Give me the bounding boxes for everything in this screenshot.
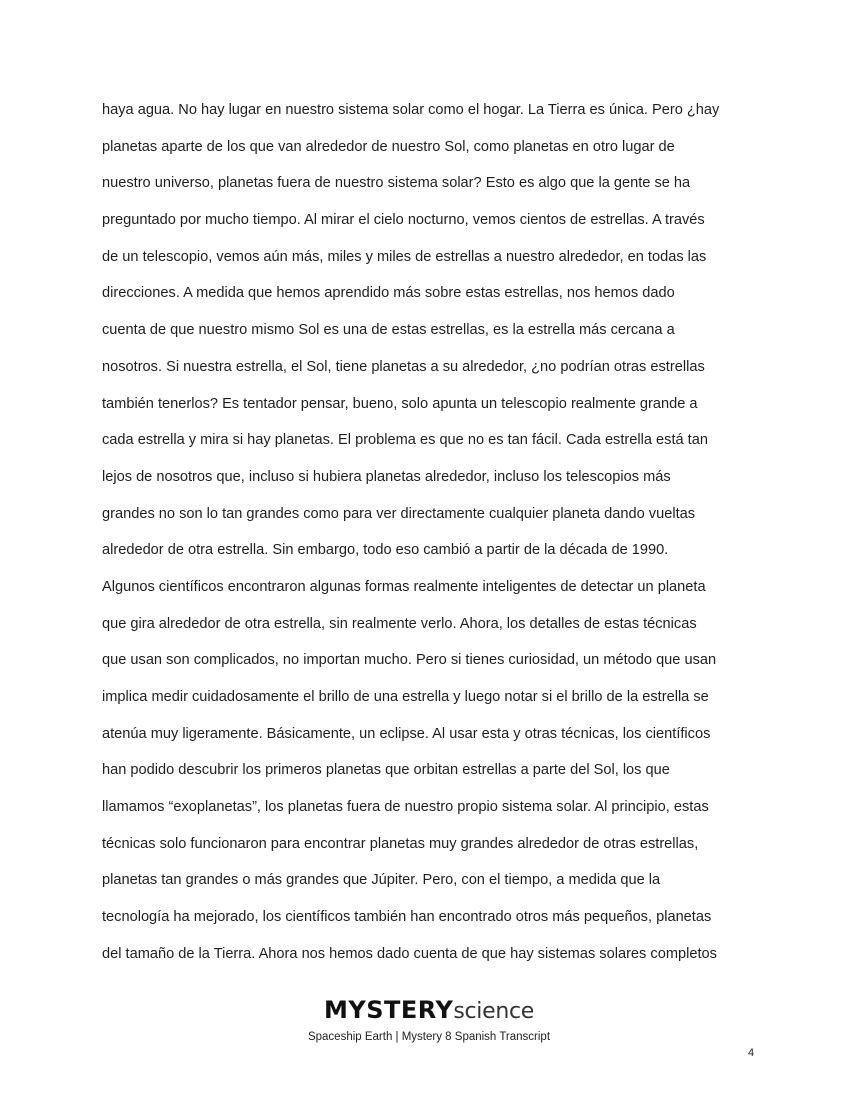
text-line: preguntado por mucho tiempo. Al mirar el cielo nocturno, vemos cientos de estrellas. A través	[102, 212, 705, 229]
text-line: técnicas solo funcionaron para encontrar planetas muy grandes alrededor de otras estrellas,	[102, 835, 699, 852]
text-line: del tamaño de la Tierra. Ahora nos hemos dado cuenta de que hay sistemas solares completos	[102, 945, 717, 962]
mystery-science-logo	[0, 994, 858, 1027]
text-line: grandes no son lo tan grandes como para ver directamente cualquier planeta dando vueltas	[102, 505, 696, 522]
text-line: que usan son complicados, no importan mucho. Pero si tienes curiosidad, un método que usan	[102, 652, 717, 669]
text-line: implica medir cuidadosamente el brillo de una estrella y luego notar si el brillo de la estrella se	[102, 689, 709, 705]
logo-wordmark-bold: MYSTERY	[323, 996, 454, 1024]
footer-caption: Spaceship Earth | Mystery 8 Spanish Transcript	[307, 1031, 551, 1043]
text-line: también tenerlos? Es tentador pensar, bueno, solo apunta un telescopio realmente grande a	[102, 395, 698, 412]
text-line: nuestro universo, planetas fuera de nuestro sistema solar? Esto es algo que la gente se ha	[102, 175, 691, 192]
text-line: de un telescopio, vemos aún más, miles y miles de estrellas a nuestro alrededor, en todas las	[102, 248, 707, 265]
page-number: 4	[748, 1047, 755, 1059]
text-line: direcciones. A medida que hemos aprendido más sobre estas estrellas, nos hemos dado	[102, 285, 675, 302]
text-line: nosotros. Si nuestra estrella, el Sol, tiene planetas a su alrededor, ¿no podrían otras estrellas	[102, 358, 705, 375]
text-line: cada estrella y mira si hay planetas. El problema es que no es tan fácil. Cada estrella está tan	[102, 432, 708, 449]
logo-wordmark-light: science	[453, 999, 535, 1024]
text-line: llamamos “exoplanetas”, los planetas fuera de nuestro propio sistema solar. Al principio, estas	[102, 799, 709, 816]
text-line: planetas aparte de los que van alrededor de nuestro Sol, como planetas en otro lugar de	[102, 138, 675, 155]
transcript-body	[102, 99, 782, 980]
text-line: que gira alrededor de otra estrella, sin realmente verlo. Ahora, los detalles de estas técnicas	[102, 615, 697, 632]
text-line: haya agua. No hay lugar en nuestro sistema solar como el hogar. La Tierra es única. Pero ¿hay	[102, 102, 720, 118]
text-line: lejos de nosotros que, incluso si hubiera planetas alrededor, incluso los telescopios más	[102, 468, 671, 485]
text-line: alrededor de otra estrella. Sin embargo, todo eso cambió a partir de la década de 1990.	[102, 542, 669, 559]
text-line: han podido descubrir los primeros planetas que orbitan estrellas a parte del Sol, los que	[102, 762, 670, 779]
text-line: planetas tan grandes o más grandes que Júpiter. Pero, con el tiempo, a medida que la	[102, 872, 661, 889]
text-line: cuenta de que nuestro mismo Sol es una de estas estrellas, es la estrella más cercana a	[102, 322, 675, 339]
text-line: tecnología ha mejorado, los científicos también han encontrado otros más pequeños, planetas	[102, 909, 712, 926]
text-line: Algunos científicos encontraron algunas formas realmente inteligentes de detectar un planeta	[102, 578, 706, 595]
text-line: atenúa muy ligeramente. Básicamente, un eclipse. Al usar esta y otras técnicas, los científicos	[102, 725, 711, 742]
